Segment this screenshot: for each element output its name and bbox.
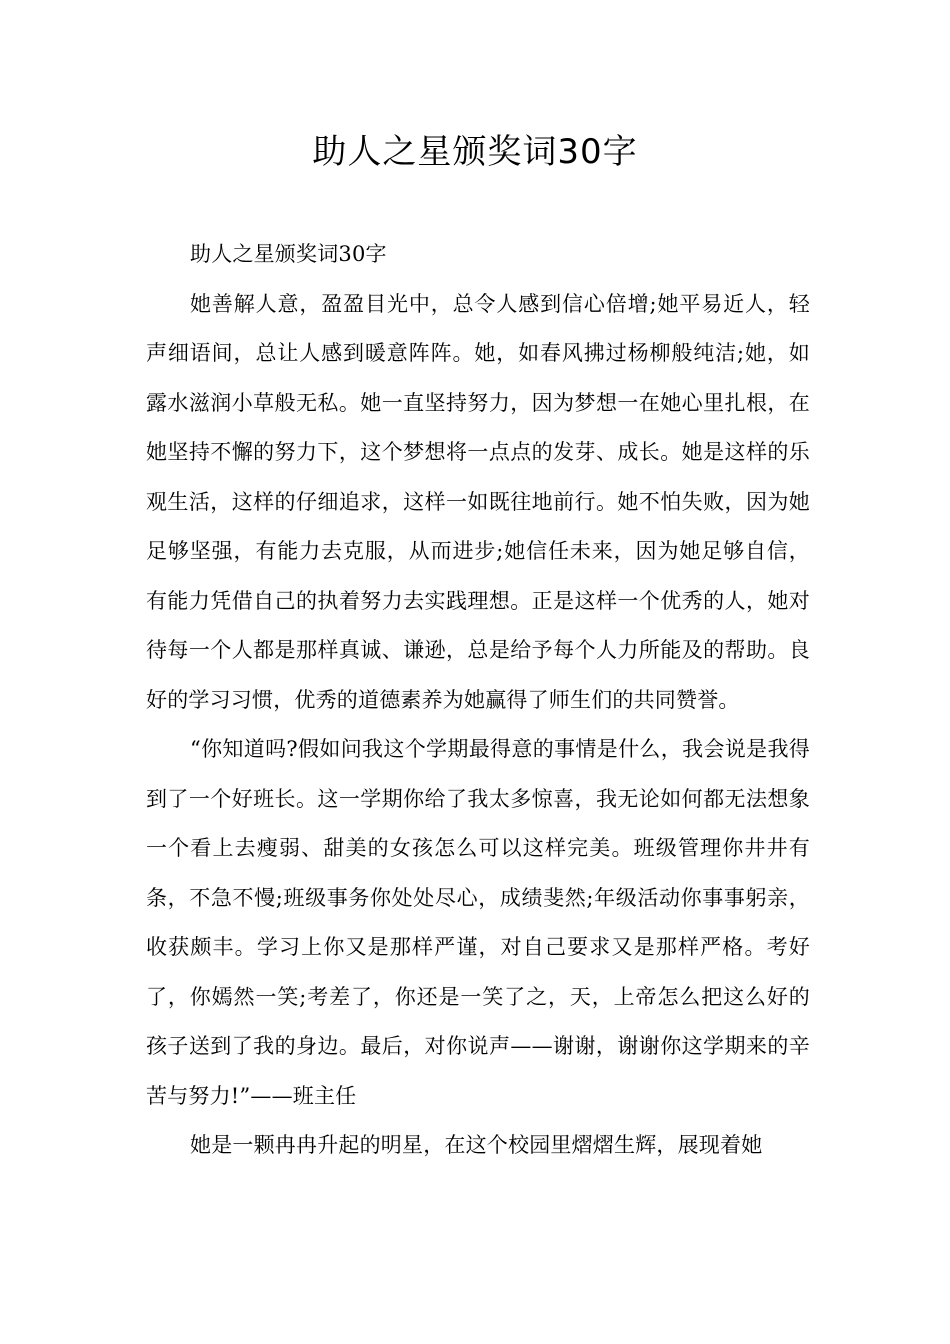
paragraph-1: 她善解人意，盈盈目光中，总令人感到信心倍增;她平易近人，轻声细语间，总让人感到暖意阵阵。她，如春风拂过杨柳般纯洁;她，如露水滋润小草般无私。她一直坚持努力，因为梦想一在她心里扎根，在她坚持不懈的努力下，这个梦想将一点点的发芽、成长。她是这样的乐观生活，这样的仔细追求，这样一如既往地前行。她不怕失败，因为她足够坚强，有能力去克服，从而进步;她信任未来，因为她足够自信，有能力凭借自己的执着努力去实践理想。正是这样一个优秀的人，她对待每一个人都是那样真诚、谦逊，总是给予每个人力所能及的帮助。良好的学习习惯，优秀的道德素养为她赢得了师生们的共同赞誉。 (146, 291, 810, 712)
paragraph-3: 她是一颗冉冉升起的明星，在这个校园里熠熠生辉，展现着她 (190, 1133, 763, 1157)
paragraph-subtitle: 助人之星颁奖词30字 (190, 242, 387, 266)
paragraph-2: “你知道吗?假如问我这个学期最得意的事情是什么，我会说是我得到了一个好班长。这一学期你给了我太多惊喜，我无论如何都无法想象一个看上去瘦弱、甜美的女孩怎么可以这样完美。班级管理你井井有条，不急不慢;班级事务你处处尽心，成绩斐然;年级活动你事事躬亲，收获颇丰。学习上你又是那样严谨，对自己要求又是那样严格。考好了，你嫣然一笑;考差了，你还是一笑了之，天，上帝怎么把这么好的孩子送到了我的身边。最后，对你说声——谢谢，谢谢你这学期来的辛苦与努力!”——班主任 (146, 737, 810, 1108)
document-title: 助人之星颁奖词30字 (312, 132, 638, 172)
document-body (146, 230, 810, 1171)
